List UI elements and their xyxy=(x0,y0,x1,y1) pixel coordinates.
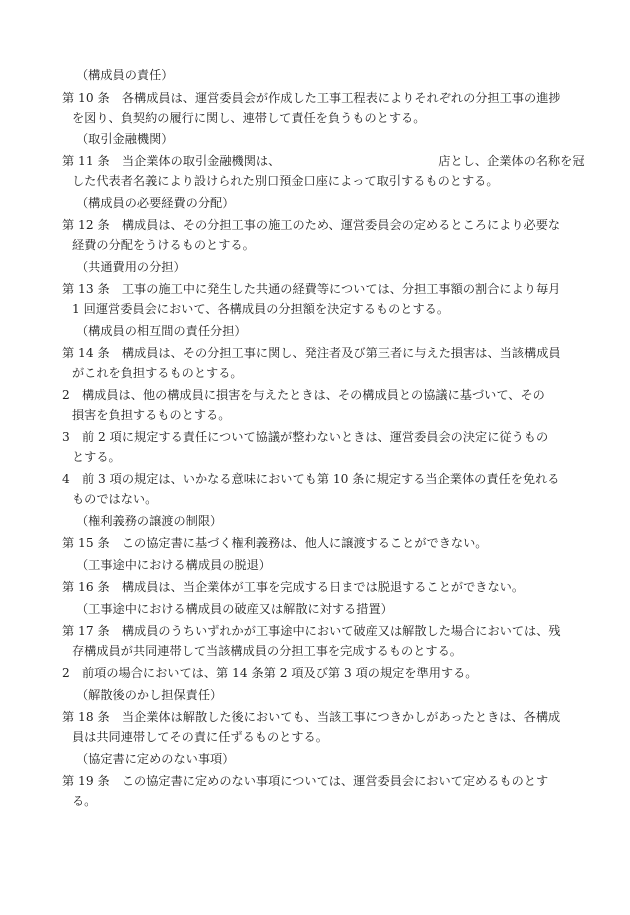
article-13-line-1: 第 13 条 工事の施工中に発生した共通の経費等については、分担工事額の割合により毎月 xyxy=(62,282,561,296)
article-14-para-3-line-1: 3 前 2 項に規定する責任について協議が整わないときは、運営委員会の決定に従うもの xyxy=(62,430,549,444)
article-12-line-2: 経費の分配をうけるものとする。 xyxy=(72,238,255,252)
heading-article-12: （構成員の必要経費の分配） xyxy=(76,196,235,210)
heading-article-15: （権利義務の譲渡の制限） xyxy=(76,514,223,528)
article-14-line-2: がこれを負担するものとする。 xyxy=(72,366,243,380)
article-14-para-4-line-2: ものではない。 xyxy=(72,492,158,506)
article-11-line-1-start: 第 11 条 当企業体の取引金融機関は、 xyxy=(62,154,281,168)
article-12-line-1: 第 12 条 構成員は、その分担工事の施工のため、運営委員会の定めるところにより必要な xyxy=(62,218,561,232)
heading-article-18: （解散後のかし担保責任） xyxy=(76,688,223,702)
article-17-line-1: 第 17 条 構成員のうちいずれかが工事途中において破産又は解散した場合においては、残 xyxy=(62,624,561,638)
heading-article-19: （協定書に定めのない事項） xyxy=(76,752,235,766)
article-14-para-2-line-2: 損害を負担するものとする。 xyxy=(72,408,231,422)
heading-article-14: （構成員の相互間の責任分担） xyxy=(76,324,247,338)
heading-article-10: （構成員の責任） xyxy=(76,68,174,82)
heading-article-13: （共通費用の分担） xyxy=(76,260,186,274)
article-11-line-1 xyxy=(62,153,585,169)
article-19-line-1: 第 19 条 この協定書に定めのない事項については、運営委員会において定めるものとす xyxy=(62,774,549,788)
article-17-line-2: 存構成員が共同連帯して当該構成員の分担工事を完成するものとする。 xyxy=(72,644,462,658)
article-15-line-1: 第 15 条 この協定書に基づく権利義務は、他人に譲渡することができない。 xyxy=(62,536,488,550)
article-14-line-1: 第 14 条 構成員は、その分担工事に関し、発注者及び第三者に与えた損害は、当該構成員 xyxy=(62,346,561,360)
article-10-line-2: を図り、負契約の履行に関し、連帯して責任を負うものとする。 xyxy=(72,111,426,125)
article-14-para-2-line-1: 2 構成員は、他の構成員に損害を与えたときは、その構成員との協議に基づいて、その xyxy=(62,388,545,402)
article-14-para-4-line-1: 4 前 3 項の規定は、いかなる意味においても第 10 条に規定する当企業体の責任を免れる xyxy=(62,472,560,486)
heading-article-17: （工事途中における構成員の破産又は解散に対する措置） xyxy=(76,602,393,616)
article-17-para-2: 2 前項の場合においては、第 14 条第 2 項及び第 3 項の規定を準用する。 xyxy=(62,666,478,680)
article-10-line-1: 第 10 条 各構成員は、運営委員会が作成した工事工程表によりそれぞれの分担工事の進捗 xyxy=(62,91,561,105)
article-11-line-1-end: 店とし、企業体の名称を冠 xyxy=(438,154,585,168)
heading-article-16: （工事途中における構成員の脱退） xyxy=(76,558,271,572)
article-16-line-1: 第 16 条 構成員は、当企業体が工事を完成する日までは脱退することができない。 xyxy=(62,580,525,594)
article-11-line-2: した代表者名義により設けられた別口預金口座によって取引するものとする。 xyxy=(72,174,499,188)
article-19-line-2: る。 xyxy=(72,794,97,808)
heading-article-11: （取引金融機関） xyxy=(76,132,174,146)
article-13-line-2: 1 回運営委員会において、各構成員の分担額を決定するものとする。 xyxy=(72,302,450,316)
article-14-para-3-line-2: とする。 xyxy=(72,450,121,464)
article-18-line-2: 員は共同連帯してその責に任ずるものとする。 xyxy=(72,730,328,744)
article-18-line-1: 第 18 条 当企業体は解散した後においても、当該工事につきかしがあったときは、各構成 xyxy=(62,710,561,724)
